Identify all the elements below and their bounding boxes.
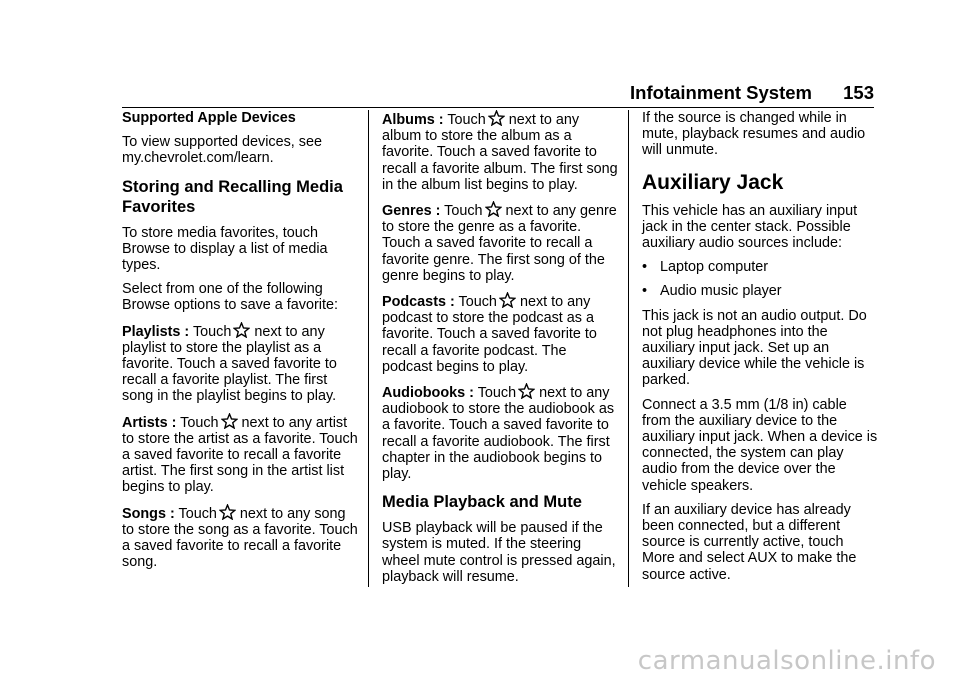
star-outline-icon (233, 322, 250, 338)
paragraph: USB playback will be paused if the system is muted. If the steering wheel mute control is pressed again, playback will resume. (382, 520, 616, 585)
column-divider (628, 110, 629, 587)
item-label: Genres : (382, 203, 441, 220)
list-item-text: Laptop computer (660, 259, 769, 276)
star-outline-icon (485, 201, 502, 217)
item-touch: Touch (477, 385, 517, 402)
paragraph: This jack is not an audio output. Do not plug headphones into the auxiliary input jack. Set up an auxiliary device while the vehicle is parked. (642, 307, 867, 389)
heading-media-playback: Media Playback and Mute (382, 493, 582, 512)
column-3 (642, 110, 878, 591)
favorite-item-audiobooks (382, 383, 618, 482)
heading-storing-favorites: Storing and Recalling Media Favorites (122, 177, 343, 216)
favorite-item-podcasts (382, 292, 618, 375)
column-2 (382, 110, 618, 593)
column-divider (368, 110, 369, 587)
favorite-item-playlists (122, 322, 358, 405)
item-text: next to any artist to store the artist as a favorite. Touch a saved favorite to recall a favorite artist. The first song in the artist list begins to play. (122, 414, 358, 496)
list-item (642, 259, 878, 275)
heading-auxiliary-jack: Auxiliary Jack (642, 170, 784, 194)
item-text: next to any album to store the album as a favorite. Touch a saved favorite to recall a favorite album. The first song in the album list begins to play. (382, 112, 618, 193)
item-label: Albums : (382, 112, 444, 128)
item-label: Audiobooks : (382, 385, 474, 402)
item-touch: Touch (178, 505, 217, 522)
item-label: Playlists : (122, 323, 190, 340)
paragraph: This vehicle has an auxiliary input jack in the center stack. Possible auxiliary audio sources include: (642, 202, 858, 252)
column-1 (122, 110, 358, 578)
section-title: Infotainment System (630, 82, 812, 103)
favorite-item-songs (122, 504, 358, 571)
subheading-supported-devices: Supported Apple Devices (122, 110, 296, 126)
item-touch: Touch (444, 203, 483, 220)
list-item (642, 283, 878, 299)
item-text: next to any audiobook to store the audiobook as a favorite. Touch a saved favorite to recall a favorite audiobook. The first chapter in the audiobook begins to play. (382, 385, 615, 483)
star-outline-icon (219, 504, 236, 520)
item-label: Podcasts : (382, 294, 455, 311)
paragraph: If an auxiliary device has already been connected, but a different source is currently active, touch More and select AUX to make the source active. (642, 501, 857, 583)
list-item-text: Audio music player (660, 283, 782, 300)
favorite-item-genres (382, 201, 618, 284)
paragraph: Connect a 3.5 mm (1/8 in) cable from the auxiliary device to the auxiliary input jack. When a device is connected, the system can play audio from the device over the vehicle speakers. (642, 396, 878, 494)
favorite-item-albums (382, 110, 618, 193)
page-number: 153 (843, 82, 874, 103)
item-touch: Touch (180, 414, 219, 431)
star-outline-icon (488, 110, 505, 126)
item-label: Artists : (122, 414, 177, 431)
page-header (0, 80, 960, 110)
item-text: next to any genre to store the genre as a favorite. Touch a saved favorite to recall a favorite genre. The first song of the genre begins to play. (382, 203, 617, 284)
star-outline-icon (499, 292, 516, 308)
star-outline-icon (221, 413, 238, 429)
paragraph: To store media favorites, touch Browse to display a list of media types. (122, 224, 328, 274)
item-touch: Touch (447, 112, 486, 128)
item-text: next to any song to store the song as a favorite. Touch a saved favorite to recall a favorite song. (122, 505, 358, 571)
favorite-item-artists (122, 413, 358, 496)
bullet-marker: • (642, 283, 648, 300)
item-touch: Touch (192, 323, 232, 340)
bullet-marker: • (642, 259, 648, 276)
paragraph: Select from one of the following Browse options to save a favorite: (122, 281, 338, 314)
item-label: Songs : (122, 505, 175, 522)
paragraph: To view supported devices, see my.chevrolet.com/learn. (122, 134, 322, 167)
item-text: next to any playlist to store the playlist as a favorite. Touch a saved favorite to recall a favorite playlist. The first song in the playlist begins to play. (122, 323, 337, 405)
item-text: next to any podcast to store the podcast as a favorite. Touch a saved favorite to recall a favorite podcast. The podcast begins to play. (382, 294, 597, 375)
item-touch: Touch (458, 294, 497, 311)
paragraph: If the source is changed while in mute, playback resumes and audio will unmute. (642, 110, 866, 159)
header-rule (122, 107, 874, 108)
watermark-link[interactable]: carmanualsonline.info (637, 646, 936, 676)
star-outline-icon (518, 383, 535, 399)
